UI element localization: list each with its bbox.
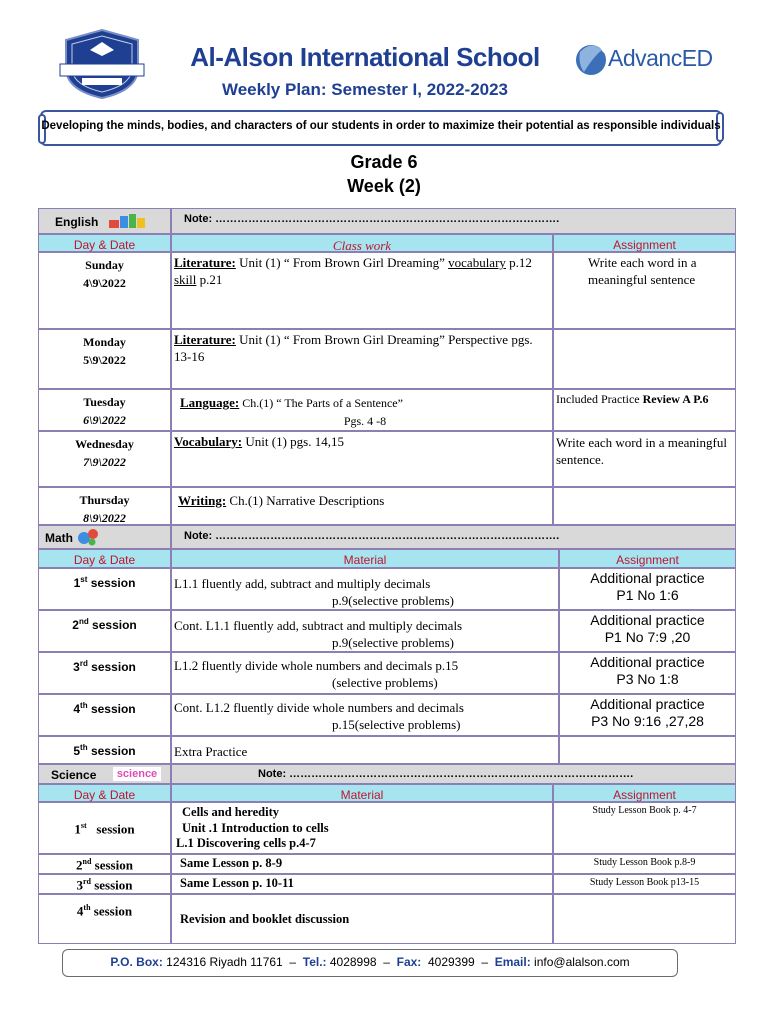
- class-label: Language:: [180, 395, 240, 410]
- class-text: vocabulary: [448, 255, 506, 270]
- po-value: 124316 Riyadh 11761: [162, 955, 283, 969]
- math-session-4: [38, 694, 171, 736]
- math-col-material: Material: [171, 549, 559, 568]
- english-class-monday: [171, 329, 553, 389]
- tel-label: Tel.:: [302, 955, 327, 969]
- material-line: L.1 Discovering cells p.4-7: [176, 836, 316, 850]
- math-session-5: [38, 736, 171, 764]
- day-name: Wednesday: [75, 437, 134, 451]
- session-sup: rd: [82, 877, 91, 886]
- science-asg-4: [553, 894, 736, 944]
- english-note: Note: ………………………………………………………………………………….: [171, 208, 736, 234]
- class-pages: Pgs. 4 -8: [343, 414, 387, 428]
- english-day-thursday: [38, 487, 171, 525]
- english-class-wednesday: [171, 431, 553, 487]
- grade-title: [0, 150, 768, 198]
- session-label: session: [91, 857, 133, 873]
- material-line: Cells and heredity: [182, 805, 279, 819]
- class-text: Unit (1) “ From Brown Girl Dreaming”: [235, 255, 449, 270]
- day-name: Thursday: [79, 493, 130, 507]
- science-subject: Science: [51, 768, 97, 782]
- math-material-4: [171, 694, 559, 736]
- grade-label: Grade 6: [350, 152, 418, 172]
- session-sup: nd: [78, 617, 89, 626]
- session-num: 4: [73, 702, 81, 716]
- math-material-3: [171, 652, 559, 694]
- session-sup: st: [80, 575, 88, 584]
- material-line: L1.1 fluently add, subtract and multiply decimals: [174, 576, 431, 591]
- session-label: session: [87, 702, 136, 716]
- math-session-3: [38, 652, 171, 694]
- separator: –: [474, 955, 495, 969]
- session-num: 5: [73, 744, 81, 758]
- session-num: 2: [72, 618, 79, 632]
- math-note: Note: ………………………………………………………………………………….: [171, 525, 736, 549]
- class-text: p.12: [505, 255, 532, 270]
- english-class-sunday: [171, 252, 553, 329]
- day-date: 6\9\2022: [83, 413, 126, 427]
- day-date: 5\9\2022: [83, 353, 126, 367]
- english-col-day: Day & Date: [38, 234, 171, 252]
- english-day-sunday: [38, 252, 171, 329]
- class-label: Vocabulary:: [174, 434, 243, 449]
- english-day-monday: [38, 329, 171, 389]
- asg-text: Included Practice: [556, 392, 643, 406]
- weekly-plan-title: Weekly Plan: Semester I, 2022-2023: [221, 80, 509, 99]
- class-text: skill: [174, 272, 197, 287]
- english-asg-thursday: [553, 487, 736, 525]
- session-sup: th: [80, 701, 88, 710]
- english-asg-wednesday: Write each word in a meaningful sentence.: [553, 431, 736, 487]
- class-text: p.21: [196, 272, 223, 287]
- advanced-globe-icon: [574, 36, 608, 80]
- session-label: session: [90, 877, 133, 893]
- english-day-wednesday: [38, 431, 171, 487]
- math-subject-cell: [38, 525, 171, 549]
- school-name: Al-Alson International School: [190, 42, 540, 72]
- session-label: session: [87, 744, 136, 758]
- session-num: 4: [76, 903, 84, 919]
- math-material-2: [171, 610, 559, 652]
- separator: –: [376, 955, 397, 969]
- asg-line: P1 No 7:9 ,20: [604, 629, 691, 645]
- math-gears-icon: [77, 528, 99, 546]
- english-asg-tuesday: [553, 389, 736, 431]
- asg-line: Additional practice: [590, 570, 705, 586]
- math-session-2: [38, 610, 171, 652]
- english-asg-monday: [553, 329, 736, 389]
- science-col-day: Day & Date: [38, 784, 171, 802]
- material-line: Cont. L1.1 fluently add, subtract and multiply decimals: [174, 618, 463, 633]
- session-num: 3: [76, 877, 83, 893]
- math-material-5: [171, 736, 559, 764]
- science-asg-1: Study Lesson Book p. 4-7: [553, 802, 736, 854]
- session-sup: rd: [79, 659, 88, 668]
- email-label: Email:: [494, 955, 531, 969]
- math-session-1: [38, 568, 171, 610]
- fax-label: Fax:: [396, 955, 422, 969]
- english-col-class: Class work: [171, 234, 553, 252]
- english-asg-sunday: Write each word in a meaningful sentence: [553, 252, 736, 329]
- footer-contact: [62, 955, 678, 969]
- material-line: L1.2 fluently divide whole numbers and decimals p.15: [174, 658, 459, 673]
- session-num: 1: [73, 576, 81, 590]
- english-subject: English: [55, 215, 99, 229]
- class-text: Ch.(1) Narrative Descriptions: [226, 493, 385, 508]
- class-label: Literature:: [174, 332, 236, 347]
- session-label: session: [88, 618, 137, 632]
- science-session-1: [38, 802, 171, 854]
- school-logo: [56, 28, 148, 100]
- asg-text: Review A P.6: [642, 392, 709, 406]
- science-asg-3: Study Lesson Book p13-15: [553, 874, 736, 894]
- english-col-assignment: Assignment: [553, 234, 736, 252]
- math-asg-1: [559, 568, 736, 610]
- english-books-icon: [107, 210, 147, 230]
- science-word-icon: science: [113, 767, 161, 781]
- science-asg-2: Study Lesson Book p.8-9: [553, 854, 736, 874]
- day-date: 7\9\2022: [83, 455, 126, 469]
- science-material-3: Same Lesson p. 10-11: [171, 874, 553, 894]
- day-name: Monday: [83, 335, 126, 349]
- day-date: 8\9\2022: [83, 511, 126, 525]
- session-num: 1: [74, 821, 81, 837]
- class-label: Literature:: [174, 255, 236, 270]
- math-asg-4: [559, 694, 736, 736]
- asg-line: P3 No 9:16 ,27,28: [591, 713, 704, 729]
- asg-line: Additional practice: [590, 654, 705, 670]
- material-line: Unit .1 Introduction to cells: [182, 820, 329, 835]
- material-line: Extra Practice: [174, 744, 248, 759]
- class-text: Ch.(1) “ The Parts of a Sentence”: [239, 396, 403, 410]
- material-line: p.9(selective problems): [332, 593, 455, 608]
- english-class-thursday: [171, 487, 553, 525]
- session-sup: nd: [82, 857, 92, 866]
- science-subject-cell: [38, 764, 171, 784]
- material-line: p.15(selective problems): [332, 717, 461, 732]
- session-label: session: [86, 821, 135, 837]
- day-date: 4\9\2022: [83, 276, 126, 290]
- class-text: Unit (1) pgs. 14,15: [242, 434, 344, 449]
- science-material-1: [171, 802, 553, 854]
- english-day-tuesday: [38, 389, 171, 431]
- math-asg-2: [559, 610, 736, 652]
- asg-line: P1 No 1:6: [616, 587, 679, 603]
- session-label: session: [87, 660, 136, 674]
- email-value[interactable]: info@alalson.com: [530, 955, 630, 969]
- english-class-tuesday: [171, 389, 553, 431]
- science-note: Note: ………………………………………………………………………………….: [171, 764, 736, 784]
- asg-line: Additional practice: [590, 696, 705, 712]
- english-subject-cell: [38, 208, 171, 234]
- session-label: session: [87, 576, 136, 590]
- material-line: p.9(selective problems): [332, 635, 455, 650]
- session-sup: th: [83, 903, 91, 912]
- day-name: Sunday: [85, 258, 124, 272]
- science-session-3: [38, 874, 171, 894]
- po-label: P.O. Box:: [110, 955, 163, 969]
- class-label: Writing:: [178, 493, 227, 508]
- math-material-1: [171, 568, 559, 610]
- day-name: Tuesday: [83, 395, 126, 409]
- math-asg-3: [559, 652, 736, 694]
- session-sup: st: [80, 821, 87, 830]
- science-material-4: Revision and booklet discussion: [171, 894, 553, 944]
- math-col-day: Day & Date: [38, 549, 171, 568]
- session-sup: th: [80, 743, 88, 752]
- session-num: 3: [73, 660, 80, 674]
- science-col-material: Material: [171, 784, 553, 802]
- fax-value: 4029399: [421, 955, 475, 969]
- asg-line: P3 No 1:8: [616, 671, 679, 687]
- math-subject: Math: [45, 531, 73, 545]
- science-session-2: [38, 854, 171, 874]
- asg-line: Additional practice: [590, 612, 705, 628]
- session-label: session: [90, 903, 133, 919]
- science-col-assignment: Assignment: [553, 784, 736, 802]
- science-material-2: Same Lesson p. 8-9: [171, 854, 553, 874]
- science-session-4: [38, 894, 171, 944]
- math-asg-5: [559, 736, 736, 764]
- mission-text: Developing the minds, bodies, and characters of our students in order to maximize their potential as responsible individuals: [41, 120, 721, 132]
- class-text: Unit (1) “ From Brown Girl Dreaming” Perspective pgs. 13-16: [174, 332, 533, 364]
- advanced-logo: AdvancED: [608, 45, 713, 71]
- math-col-assignment: Assignment: [559, 549, 736, 568]
- material-line: (selective problems): [332, 675, 438, 690]
- separator: –: [282, 955, 303, 969]
- tel-value: 4028998: [326, 955, 377, 969]
- session-num: 2: [76, 857, 83, 873]
- material-line: Cont. L1.2 fluently divide whole numbers and decimals: [174, 700, 464, 715]
- week-label: Week (2): [347, 176, 421, 196]
